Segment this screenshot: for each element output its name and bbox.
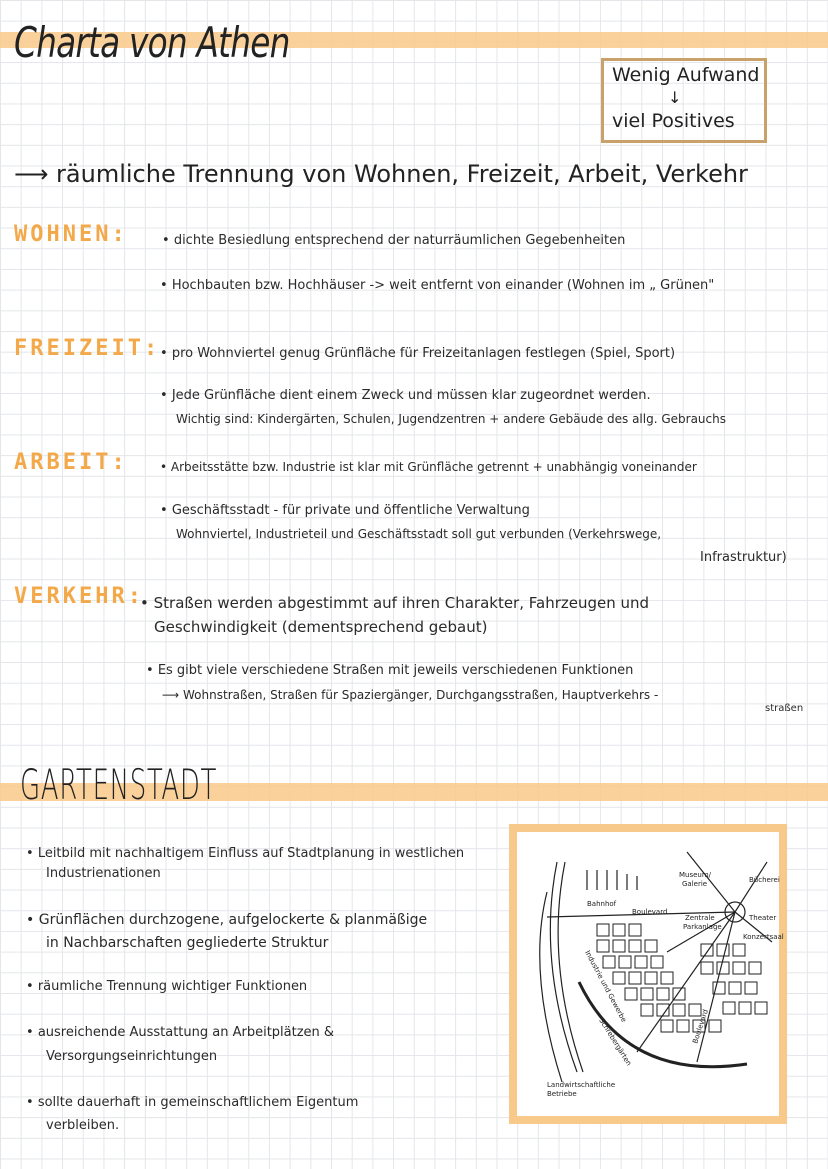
gartenstadt-bullet-5a: • sollte dauerhaft in gemeinschaftlichem Eigentum (26, 1095, 359, 1110)
map-label-bahnhof: Bahnhof (587, 900, 617, 908)
wohnen-bullet-2: • Hochbauten bzw. Hochhäuser -> weit entfernt von einander (Wohnen im „ Grünen" (160, 278, 715, 293)
gartenstadt-bullet-4b: Versorgungseinrichtungen (46, 1049, 218, 1064)
map-label-boulevard-2: Boulevard (691, 1008, 710, 1045)
note-line-2: viel Positives (612, 110, 735, 132)
map-label-theater: Theater (749, 914, 777, 922)
freizeit-bullet-2b: Wichtig sind: Kindergärten, Schulen, Jugendzentren + andere Gebäude des allg. Gebrauchs (176, 412, 726, 426)
gartenstadt-bullet-4a: • ausreichende Ausstattung an Arbeitplätzen & (26, 1025, 335, 1040)
arbeit-bullet-1: • Arbeitsstätte bzw. Industrie ist klar mit Grünfläche getrennt + unabhängig voneinander (160, 460, 697, 474)
note-line-1: Wenig Aufwand (612, 64, 760, 86)
main-statement (14, 160, 748, 188)
map-label-zentrale: Zentrale (685, 914, 715, 922)
verkehr-bullet-1a: • Straßen werden abgestimmt auf ihren Charakter, Fahrzeugen und (140, 594, 650, 612)
freizeit-bullet-1: • pro Wohnviertel genug Grünfläche für Freizeitanlagen festlegen (Spiel, Sport) (160, 346, 676, 361)
gartenstadt-map-frame (509, 824, 787, 1124)
map-label-konzertsaal: Konzertsaal (743, 933, 784, 941)
arbeit-bullet-2a: • Geschäftsstadt - für private und öffentliche Verwaltung (160, 503, 530, 518)
section-label-arbeit: ARBEIT: (14, 450, 128, 475)
map-label-schrebergaerten: Schrebergärten (597, 1016, 633, 1068)
arbeit-bullet-2c: Infrastruktur) (700, 550, 787, 565)
map-label-boulevard: Boulevard (632, 908, 668, 916)
gartenstadt-bullet-3: • räumliche Trennung wichtiger Funktionen (26, 979, 308, 994)
freizeit-bullet-2a: • Jede Grünfläche dient einem Zweck und müssen klar zugeordnet werden. (160, 388, 651, 403)
section-label-verkehr: VERKEHR: (14, 584, 144, 609)
map-label-buecherei: Bücherei (749, 876, 780, 884)
gartenstadt-map (517, 832, 784, 1116)
map-label-parkanlage: Parkanlage (683, 923, 722, 931)
verkehr-bullet-2c: straßen (765, 703, 804, 714)
map-label-industrie: Industrie und Gewerbe (583, 949, 628, 1024)
verkehr-bullet-1b: Geschwindigkeit (dementsprechend gebaut) (154, 618, 488, 636)
gartenstadt-bullet-1b: Industrienationen (46, 866, 161, 881)
gartenstadt-bullet-2a: • Grünflächen durchzogene, aufgelockerte & planmäßige (26, 912, 428, 928)
gartenstadt-bullet-5b: verbleiben. (46, 1118, 120, 1133)
gartenstadt-bullet-1a: • Leitbild mit nachhaltigem Einfluss auf Stadtplanung in westlichen (26, 846, 465, 861)
map-label-landwirt-2: Betriebe (547, 1090, 577, 1098)
map-label-museum: Museum/ (679, 871, 712, 879)
map-label-galerie: Galerie (682, 880, 708, 888)
section-label-wohnen: WOHNEN: (14, 222, 128, 247)
map-label-landwirt-1: Landwirtschaftliche (547, 1081, 616, 1089)
right-arrow-icon: ⟶ (14, 160, 49, 188)
page-title: Charta von Athen (14, 18, 290, 67)
down-arrow-icon: ↓ (668, 88, 682, 107)
verkehr-bullet-2b: ⟶ Wohnstraßen, Straßen für Spaziergänger, Durchgangsstraßen, Hauptverkehrs - (162, 688, 659, 702)
arbeit-bullet-2b: Wohnviertel, Industrieteil und Geschäftsstadt soll gut verbunden (Verkehrswege, (176, 527, 662, 541)
wohnen-bullet-1: • dichte Besiedlung entsprechend der naturräumlichen Gegebenheiten (162, 233, 626, 248)
section-title-gartenstadt: GARTENSTADT (20, 760, 218, 809)
gartenstadt-bullet-2b: in Nachbarschaften gegliederte Struktur (46, 935, 329, 951)
main-statement-text: räumliche Trennung von Wohnen, Freizeit, Arbeit, Verkehr (56, 160, 748, 188)
verkehr-bullet-2a: • Es gibt viele verschiedene Straßen mit jeweils verschiedenen Funktionen (146, 663, 634, 678)
section-label-freizeit: FREIZEIT: (14, 336, 161, 361)
